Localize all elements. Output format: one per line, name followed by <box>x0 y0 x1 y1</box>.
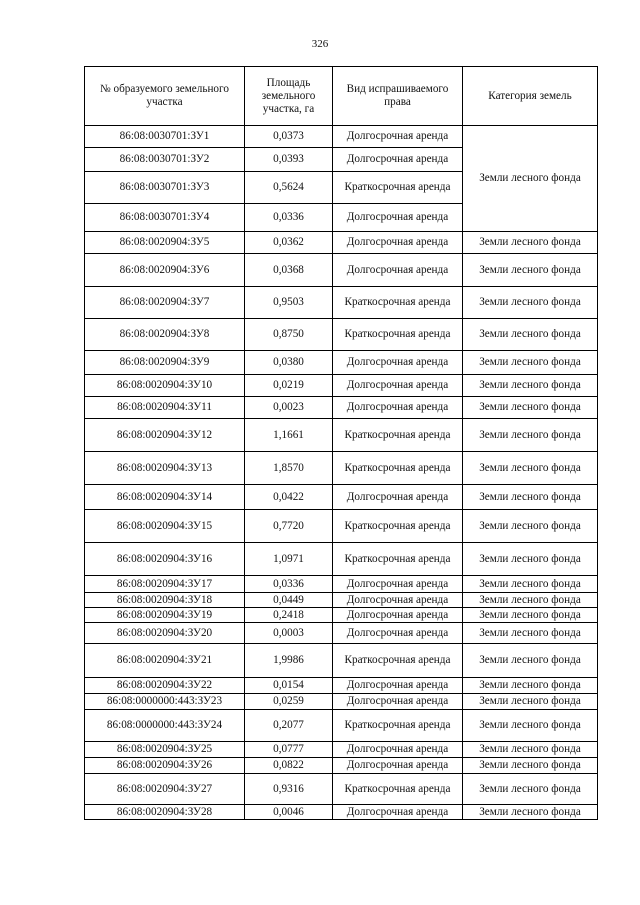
right-type: Долгосрочная аренда <box>333 576 463 593</box>
right-type: Краткосрочная аренда <box>333 644 463 678</box>
header-land-category: Категория земель <box>463 67 598 126</box>
header-area: Площадь земельного участка, га <box>245 67 333 126</box>
table-row <box>85 351 598 375</box>
plot-number: 86:08:0020904:ЗУ25 <box>85 742 245 758</box>
plot-area: 0,2418 <box>245 608 333 623</box>
right-type: Краткосрочная аренда <box>333 710 463 742</box>
plot-area: 0,0336 <box>245 576 333 593</box>
plot-number: 86:08:0030701:ЗУ4 <box>85 204 245 232</box>
table-row <box>85 678 598 694</box>
header-right-type: Вид испрашиваемого права <box>333 67 463 126</box>
plot-area: 0,7720 <box>245 510 333 543</box>
table-row <box>85 774 598 805</box>
right-type: Краткосрочная аренда <box>333 287 463 319</box>
right-type: Краткосрочная аренда <box>333 452 463 485</box>
plot-number: 86:08:0020904:ЗУ10 <box>85 375 245 397</box>
plot-area: 1,9986 <box>245 644 333 678</box>
plot-number: 86:08:0020904:ЗУ18 <box>85 593 245 608</box>
table-row <box>85 644 598 678</box>
land-category: Земли лесного фонда <box>463 576 598 593</box>
table-row <box>85 510 598 543</box>
table-row <box>85 485 598 510</box>
right-type: Долгосрочная аренда <box>333 694 463 710</box>
plot-number: 86:08:0020904:ЗУ17 <box>85 576 245 593</box>
land-category: Земли лесного фонда <box>463 678 598 694</box>
table-row <box>85 232 598 254</box>
land-category: Земли лесного фонда <box>463 232 598 254</box>
plot-number: 86:08:0020904:ЗУ22 <box>85 678 245 694</box>
table-row <box>85 126 598 148</box>
plot-number: 86:08:0020904:ЗУ21 <box>85 644 245 678</box>
plot-area: 1,1661 <box>245 419 333 452</box>
plot-area: 0,0046 <box>245 805 333 820</box>
plot-number: 86:08:0020904:ЗУ19 <box>85 608 245 623</box>
table-row <box>85 758 598 774</box>
plot-number: 86:08:0020904:ЗУ16 <box>85 543 245 576</box>
plot-area: 0,0422 <box>245 485 333 510</box>
table-row <box>85 254 598 287</box>
plot-number: 86:08:0030701:ЗУ1 <box>85 126 245 148</box>
plot-number: 86:08:0020904:ЗУ12 <box>85 419 245 452</box>
right-type: Долгосрочная аренда <box>333 375 463 397</box>
plot-area: 0,0380 <box>245 351 333 375</box>
land-category: Земли лесного фонда <box>463 608 598 623</box>
land-category: Земли лесного фонда <box>463 510 598 543</box>
right-type: Долгосрочная аренда <box>333 148 463 172</box>
plot-area: 0,2077 <box>245 710 333 742</box>
plot-area: 0,0449 <box>245 593 333 608</box>
land-category: Земли лесного фонда <box>463 543 598 576</box>
land-category: Земли лесного фонда <box>463 485 598 510</box>
plot-area: 1,8570 <box>245 452 333 485</box>
plot-area: 0,0362 <box>245 232 333 254</box>
plot-number: 86:08:0020904:ЗУ7 <box>85 287 245 319</box>
plot-area: 0,8750 <box>245 319 333 351</box>
land-category: Земли лесного фонда <box>463 710 598 742</box>
table-row <box>85 694 598 710</box>
plot-number: 86:08:0020904:ЗУ5 <box>85 232 245 254</box>
plot-number: 86:08:0000000:443:ЗУ24 <box>85 710 245 742</box>
table-row <box>85 419 598 452</box>
land-category: Земли лесного фонда <box>463 397 598 419</box>
plot-area: 0,9503 <box>245 287 333 319</box>
right-type: Долгосрочная аренда <box>333 742 463 758</box>
table-row <box>85 623 598 644</box>
plot-number: 86:08:0020904:ЗУ27 <box>85 774 245 805</box>
plot-area: 0,0259 <box>245 694 333 710</box>
land-category: Земли лесного фонда <box>463 644 598 678</box>
plot-number: 86:08:0020904:ЗУ14 <box>85 485 245 510</box>
plot-number: 86:08:0020904:ЗУ28 <box>85 805 245 820</box>
plot-number: 86:08:0020904:ЗУ9 <box>85 351 245 375</box>
right-type: Краткосрочная аренда <box>333 419 463 452</box>
right-type: Краткосрочная аренда <box>333 510 463 543</box>
land-plots-table <box>84 66 598 820</box>
plot-number: 86:08:0030701:ЗУ3 <box>85 172 245 204</box>
right-type: Долгосрочная аренда <box>333 608 463 623</box>
table-row <box>85 742 598 758</box>
land-category: Земли лесного фонда <box>463 694 598 710</box>
table-row <box>85 805 598 820</box>
land-category: Земли лесного фонда <box>463 623 598 644</box>
land-category: Земли лесного фонда <box>463 452 598 485</box>
right-type: Долгосрочная аренда <box>333 232 463 254</box>
table-row <box>85 576 598 593</box>
plot-area: 0,9316 <box>245 774 333 805</box>
land-category: Земли лесного фонда <box>463 593 598 608</box>
table-row <box>85 608 598 623</box>
page-number: 326 <box>311 38 329 50</box>
plot-area: 0,0003 <box>245 623 333 644</box>
table-body <box>85 126 598 820</box>
land-category: Земли лесного фонда <box>463 351 598 375</box>
plot-area: 0,0777 <box>245 742 333 758</box>
plot-number: 86:08:0020904:ЗУ11 <box>85 397 245 419</box>
land-category: Земли лесного фонда <box>463 805 598 820</box>
right-type: Краткосрочная аренда <box>333 172 463 204</box>
land-category: Земли лесного фонда <box>463 287 598 319</box>
right-type: Долгосрочная аренда <box>333 678 463 694</box>
table-row <box>85 710 598 742</box>
right-type: Долгосрочная аренда <box>333 623 463 644</box>
plot-number: 86:08:0020904:ЗУ6 <box>85 254 245 287</box>
plot-number: 86:08:0020904:ЗУ15 <box>85 510 245 543</box>
header-plot-number: № образуемого земельного участка <box>85 67 245 126</box>
right-type: Долгосрочная аренда <box>333 397 463 419</box>
land-category: Земли лесного фонда <box>463 126 598 232</box>
plot-area: 0,0822 <box>245 758 333 774</box>
right-type: Краткосрочная аренда <box>333 543 463 576</box>
plot-area: 0,0336 <box>245 204 333 232</box>
right-type: Долгосрочная аренда <box>333 485 463 510</box>
land-category: Земли лесного фонда <box>463 375 598 397</box>
plot-area: 0,0368 <box>245 254 333 287</box>
right-type: Долгосрочная аренда <box>333 351 463 375</box>
table-row <box>85 543 598 576</box>
right-type: Долгосрочная аренда <box>333 805 463 820</box>
right-type: Долгосрочная аренда <box>333 254 463 287</box>
right-type: Долгосрочная аренда <box>333 204 463 232</box>
land-category: Земли лесного фонда <box>463 319 598 351</box>
right-type: Долгосрочная аренда <box>333 126 463 148</box>
plot-number: 86:08:0020904:ЗУ8 <box>85 319 245 351</box>
plot-area: 0,5624 <box>245 172 333 204</box>
plot-area: 0,0023 <box>245 397 333 419</box>
plot-area: 0,0219 <box>245 375 333 397</box>
table-row <box>85 593 598 608</box>
plot-number: 86:08:0030701:ЗУ2 <box>85 148 245 172</box>
plot-number: 86:08:0000000:443:ЗУ23 <box>85 694 245 710</box>
plot-number: 86:08:0020904:ЗУ20 <box>85 623 245 644</box>
plot-area: 0,0154 <box>245 678 333 694</box>
table-row <box>85 319 598 351</box>
land-category: Земли лесного фонда <box>463 419 598 452</box>
right-type: Краткосрочная аренда <box>333 774 463 805</box>
plot-area: 1,0971 <box>245 543 333 576</box>
land-category: Земли лесного фонда <box>463 254 598 287</box>
right-type: Долгосрочная аренда <box>333 593 463 608</box>
plot-area: 0,0393 <box>245 148 333 172</box>
right-type: Краткосрочная аренда <box>333 319 463 351</box>
table-row <box>85 375 598 397</box>
table-header <box>85 67 598 126</box>
plot-number: 86:08:0020904:ЗУ13 <box>85 452 245 485</box>
land-category: Земли лесного фонда <box>463 758 598 774</box>
table-row <box>85 287 598 319</box>
table-row <box>85 397 598 419</box>
land-category: Земли лесного фонда <box>463 742 598 758</box>
table-row <box>85 452 598 485</box>
right-type: Долгосрочная аренда <box>333 758 463 774</box>
plot-area: 0,0373 <box>245 126 333 148</box>
land-category: Земли лесного фонда <box>463 774 598 805</box>
plot-number: 86:08:0020904:ЗУ26 <box>85 758 245 774</box>
